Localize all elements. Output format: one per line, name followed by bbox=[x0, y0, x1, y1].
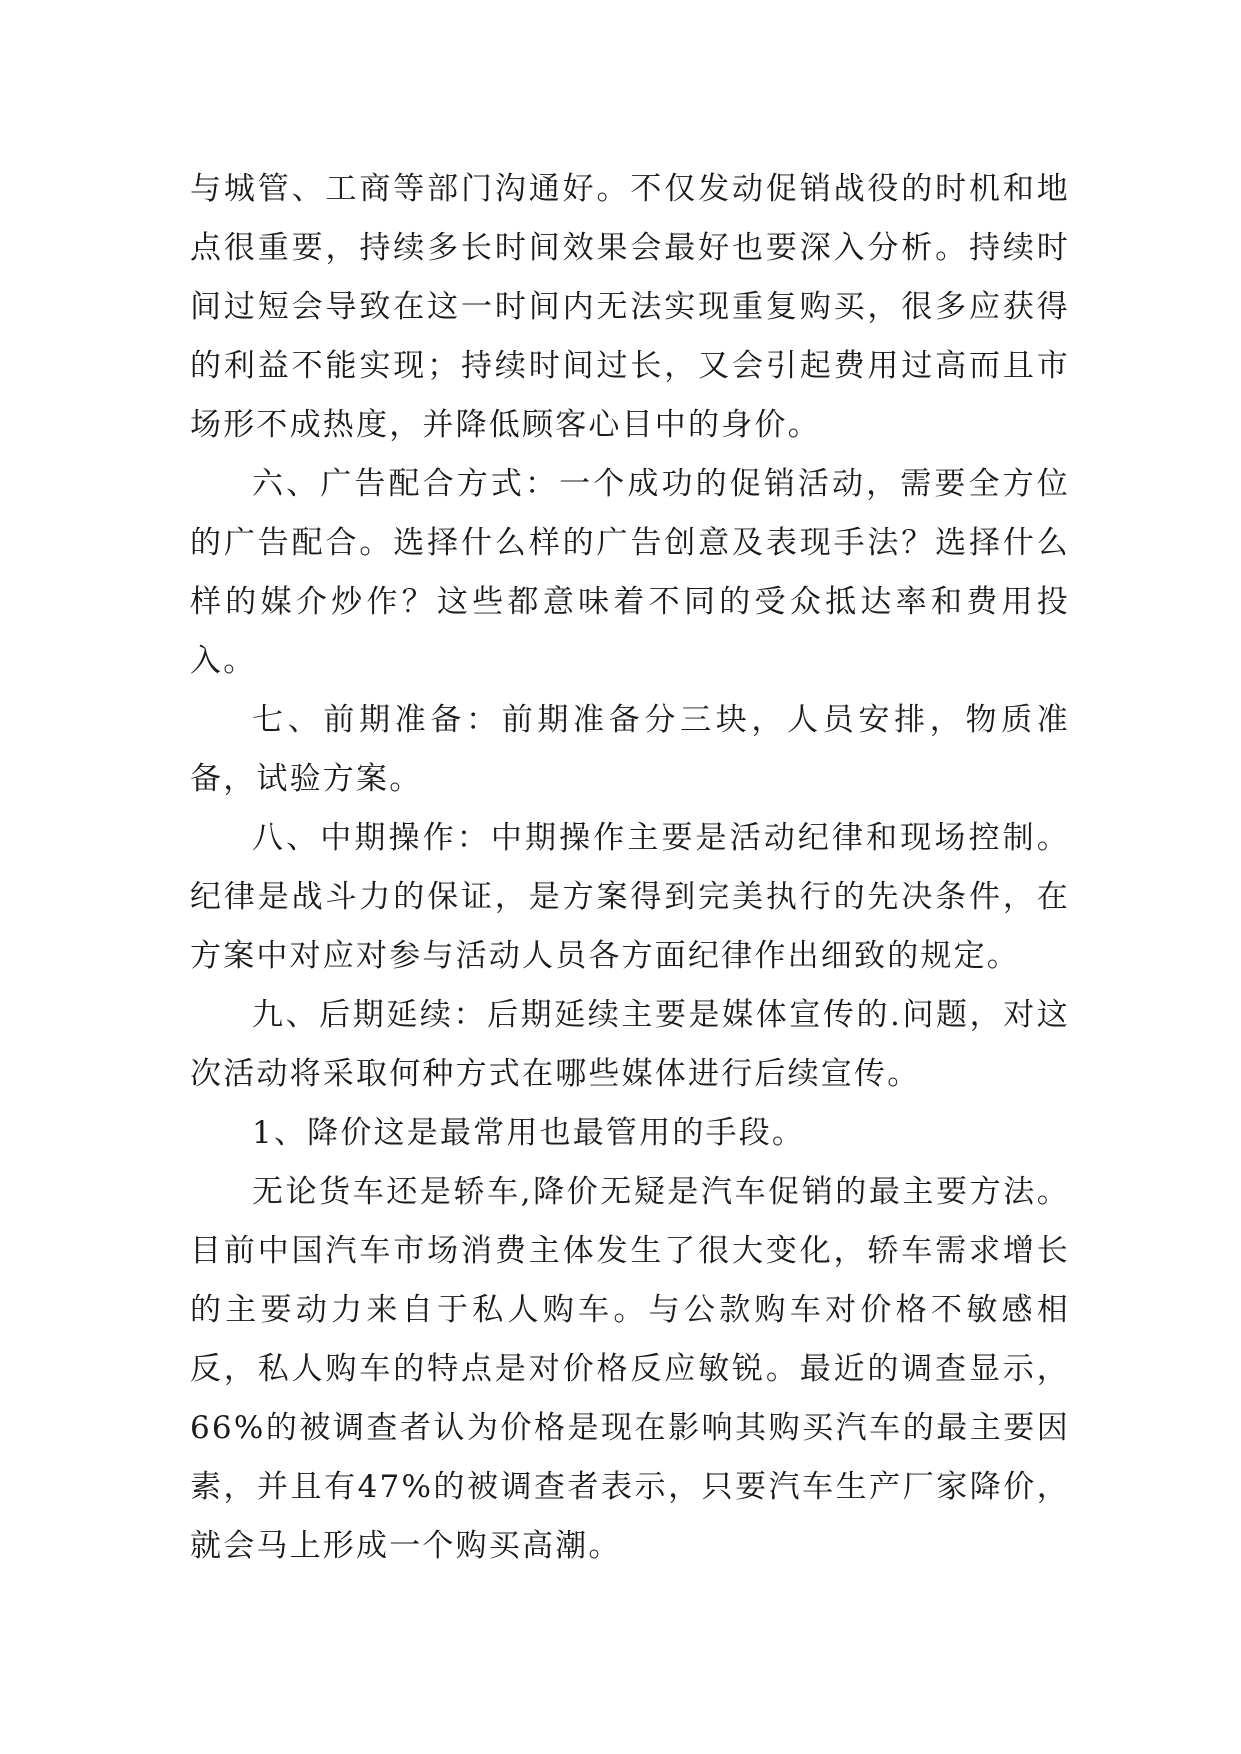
paragraph-preparation: 七、前期准备：前期准备分三块，人员安排，物质准备，试验方案。 bbox=[190, 702, 1070, 797]
paragraph-continuation: 与城管、工商等部门沟通好。不仅发动促销战役的时机和地点很重要，持续多长时间效果会最好也要深入分析。持续时间过短会导致在这一时间内无法实现重复购买，很多应获得的利益不能实现；持续时间过长，又会引起费用过高而且市场形不成热度，并降低顾客心目中的身价。 bbox=[190, 171, 1070, 443]
paragraph-mid-operation: 八、中期操作：中期操作主要是活动纪律和现场控制。纪律是战斗力的保证，是方案得到完美执行的先决条件，在方案中对应对参与活动人员各方面纪律作出细致的规定。 bbox=[190, 820, 1070, 974]
paragraph-price-cut-body: 无论货车还是轿车,降价无疑是汽车促销的最主要方法。目前中国汽车市场消费主体发生了很大变化，轿车需求增长的主要动力来自于私人购车。与公款购车对价格不敏感相反，私人购车的特点是对价格反应敏锐。最近的调查显示，66%的被调查者认为价格是现在影响其购买汽车的最主要因素，并且有47%的被调查者表示，只要汽车生产厂家降价，就会马上形成一个购买高潮。 bbox=[190, 1174, 1070, 1564]
paragraph-price-cut-heading: 1、降价这是最常用也最管用的手段。 bbox=[252, 1115, 806, 1151]
paragraph-follow-up: 九、后期延续：后期延续主要是媒体宣传的.问题，对这次活动将采取何种方式在哪些媒体进行后续宣传。 bbox=[190, 997, 1070, 1092]
paragraph-advertising: 六、广告配合方式：一个成功的促销活动，需要全方位的广告配合。选择什么样的广告创意及表现手法？选择什么样的媒介炒作？这些都意味着不同的受众抵达率和费用投入。 bbox=[190, 466, 1070, 679]
body-text bbox=[190, 160, 1070, 1576]
